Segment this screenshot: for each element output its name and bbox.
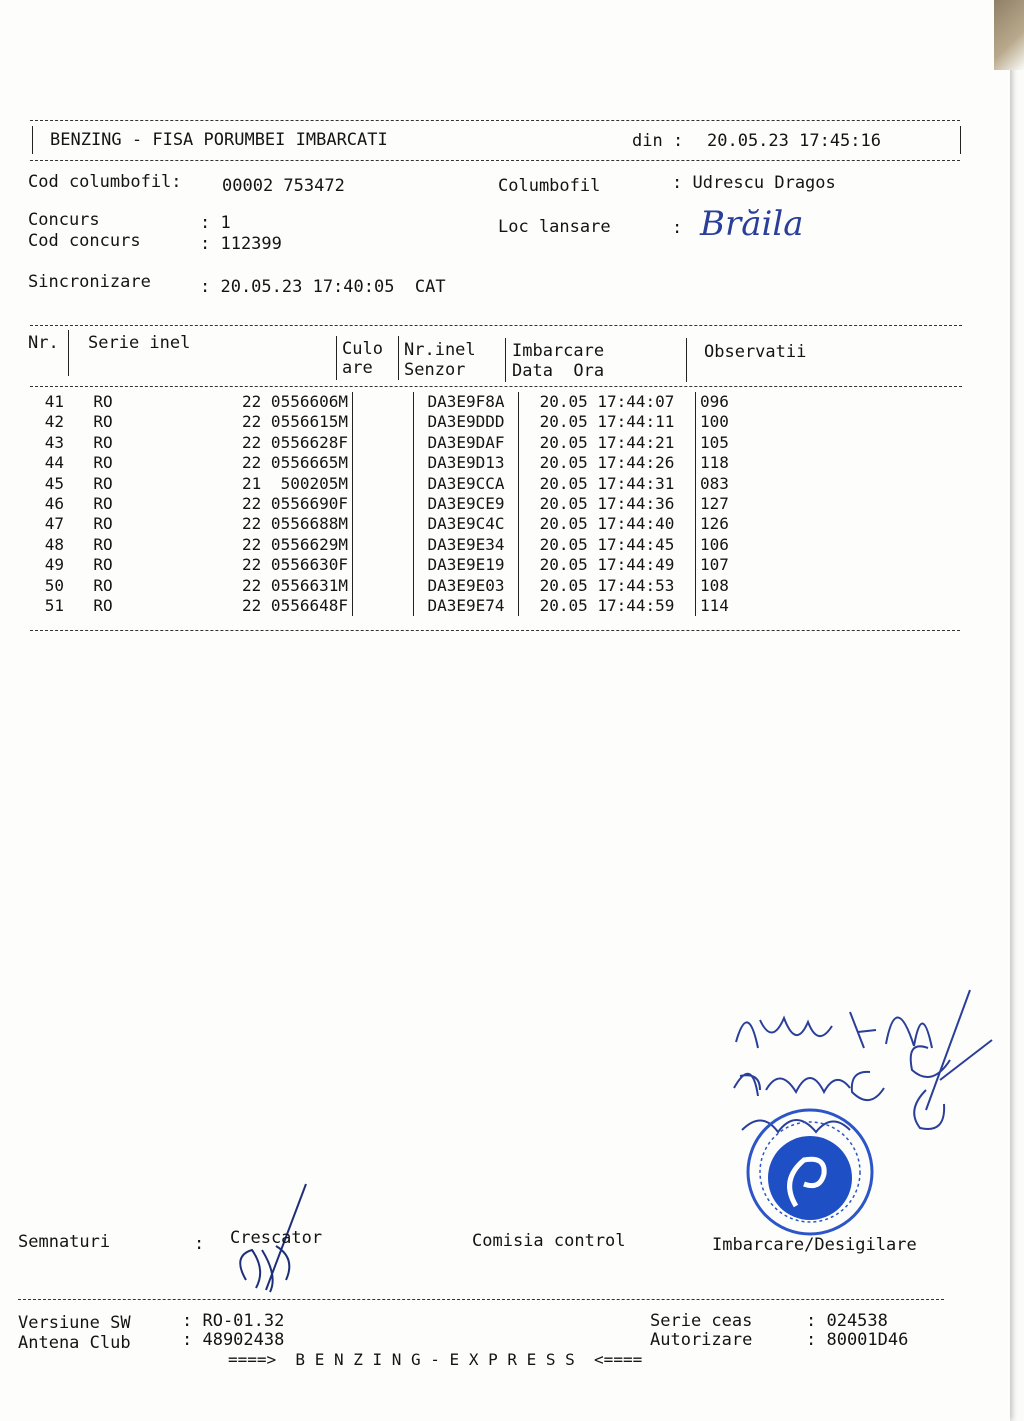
row-embark-datetime: 20.05 17:44:40 [519,514,696,534]
row-ring-serial: 22 0556648F [138,596,353,616]
col-divider-culoare [398,336,399,380]
row-color [353,596,414,616]
row-color [353,412,414,432]
loc-lansare-label: Loc lansare [498,217,611,237]
row-observations: 083 [700,473,729,493]
table-row [28,433,729,453]
table-row [28,474,729,494]
header-top-rule [30,120,960,121]
row-observations: 096 [700,392,729,411]
row-sensor-id: DA3E9C4C [414,514,519,534]
loc-lansare-sep: : [672,218,683,238]
row-color [353,514,414,534]
sincronizare-label: Sincronizare [28,272,151,292]
row-observations: 126 [700,514,729,534]
table-header-rule [30,386,962,387]
columbofil-value: : Udrescu Dragos [672,173,836,193]
row-country: RO [93,432,113,452]
row-embark-datetime: 20.05 17:44:59 [519,596,696,616]
table-bottom-rule [30,630,960,631]
antena-club-label: Antena Club [18,1333,131,1353]
row-ring-serial: 22 0556631M [138,576,353,596]
footer-top-rule [18,1299,944,1300]
col-header-nrinel-2: Senzor [404,360,466,380]
row-country: RO [93,473,113,493]
row-country: RO [93,575,113,595]
row-ring-serial: 22 0556690F [138,494,353,514]
row-country: RO [93,392,113,411]
table-row [28,596,729,616]
row-ring-serial: 22 0556630F [138,555,353,575]
row-ring-serial: 22 0556665M [138,453,353,473]
row-observations: 106 [700,534,729,554]
cod-concurs-value: : 112399 [200,234,282,254]
table-row [28,535,729,555]
header-bottom-rule [30,160,960,161]
versiune-sw-value: : RO-01.32 [182,1311,285,1331]
row-sensor-id: DA3E9D13 [414,453,519,473]
table-row [28,576,729,596]
row-ring-serial: 21 500205M [138,474,353,494]
row-embark-datetime: 20.05 17:44:53 [519,576,696,596]
row-ring-serial: 22 0556628F [138,433,353,453]
document-title: BENZING - FISA PORUMBEI IMBARCATI [50,130,388,150]
cod-concurs-label: Cod concurs [28,231,141,251]
row-embark-datetime: 20.05 17:44:49 [519,555,696,575]
col-divider-senzor [505,338,506,382]
col-divider-nr [68,330,69,376]
row-ring-serial: 22 0556629M [138,535,353,555]
row-sensor-id: DA3E9F8A [414,392,519,412]
row-sensor-id: DA3E9E03 [414,576,519,596]
row-nr: 44 [44,453,64,473]
table-row [28,392,729,412]
row-nr: 50 [44,575,64,595]
autorizare-label: Autorizare [650,1330,753,1350]
row-sensor-id: DA3E9DAF [414,433,519,453]
loc-lansare-handwritten: Brăila [700,204,804,244]
imbarcare-desigilare-label: Imbarcare/Desigilare [712,1235,917,1255]
row-color [353,555,414,575]
row-nr: 46 [44,494,64,514]
table-row [28,494,729,514]
row-ring-serial: 22 0556615M [138,412,353,432]
row-observations: 114 [700,596,729,616]
row-nr: 43 [44,432,64,452]
row-embark-datetime: 20.05 17:44:31 [519,474,696,494]
row-observations: 100 [700,412,729,432]
header-date-value: 20.05.23 17:45:16 [707,131,881,151]
col-divider-imbarcare [686,338,687,382]
versiune-sw-label: Versiune SW [18,1313,131,1333]
row-country: RO [93,596,113,616]
header-date-label: din : [632,131,684,151]
row-country: RO [93,494,113,514]
col-header-culoare-2: are [342,358,373,378]
table-top-rule [30,325,962,326]
row-sensor-id: DA3E9E19 [414,555,519,575]
cod-columbofil-value: 00002 753472 [222,176,345,196]
concurs-value: : 1 [200,213,231,233]
col-header-serie: Serie inel [88,333,191,353]
crescator-label: Crescator [230,1228,323,1248]
col-header-observatii: Observatii [704,342,807,362]
semnaturi-sep: : [194,1234,205,1254]
row-ring-serial: 22 0556606M [138,392,353,412]
sincronizare-value: : 20.05.23 17:40:05 CAT [200,277,446,297]
row-embark-datetime: 20.05 17:44:45 [519,535,696,555]
stamp-center [768,1136,852,1220]
row-observations: 127 [700,494,729,514]
row-sensor-id: DA3E9E34 [414,535,519,555]
header-left-border [32,126,33,154]
col-header-imbarcare-1: Imbarcare [512,341,605,361]
comisia-control-label: Comisia control [472,1231,626,1251]
row-nr: 41 [44,392,64,411]
row-nr: 51 [44,596,64,616]
row-embark-datetime: 20.05 17:44:11 [519,412,696,432]
row-embark-datetime: 20.05 17:44:07 [519,392,696,412]
row-embark-datetime: 20.05 17:44:36 [519,494,696,514]
row-nr: 49 [44,555,64,575]
row-sensor-id: DA3E9CE9 [414,494,519,514]
row-sensor-id: DA3E9CCA [414,474,519,494]
row-nr: 48 [44,534,64,554]
serie-ceas-value: : 024538 [806,1311,888,1331]
table-row [28,514,729,534]
table-row [28,453,729,473]
row-color [353,576,414,596]
row-observations: 105 [700,432,729,452]
row-color [353,494,414,514]
row-embark-datetime: 20.05 17:44:21 [519,433,696,453]
row-nr: 45 [44,473,64,493]
table-row [28,555,729,575]
col-divider-serie [336,336,337,380]
autorizare-value: : 80001D46 [806,1330,909,1350]
semnaturi-label: Semnaturi [18,1232,111,1252]
page-corner-shadow [994,0,1024,70]
row-country: RO [93,453,113,473]
row-nr: 42 [44,412,64,432]
row-country: RO [93,514,113,534]
row-observations: 118 [700,453,729,473]
row-country: RO [93,412,113,432]
row-sensor-id: DA3E9E74 [414,596,519,616]
row-color [353,474,414,494]
benzing-express-brand: ====> B E N Z I N G - E X P R E S S <==== [228,1350,643,1369]
serie-ceas-label: Serie ceas [650,1311,753,1331]
table-row [28,412,729,432]
row-nr: 47 [44,514,64,534]
row-embark-datetime: 20.05 17:44:26 [519,453,696,473]
concurs-label: Concurs [28,210,100,230]
row-color [353,535,414,555]
handwritten-signatures [700,960,1010,1260]
col-header-nr: Nr. [28,333,59,353]
row-observations: 108 [700,575,729,595]
col-header-nrinel-1: Nr.inel [404,340,476,360]
row-observations: 107 [700,555,729,575]
row-color [353,453,414,473]
row-ring-serial: 22 0556688M [138,514,353,534]
antena-club-value: : 48902438 [182,1330,285,1350]
col-header-culoare-1: Culo [342,339,383,359]
row-color [353,392,414,412]
col-header-imbarcare-2: Data Ora [512,361,605,381]
row-sensor-id: DA3E9DDD [414,412,519,432]
cod-columbofil-label: Cod columbofil: [28,172,182,192]
columbofil-label: Columbofil [498,176,601,196]
row-color [353,433,414,453]
row-country: RO [93,534,113,554]
header-right-border [960,126,961,154]
row-country: RO [93,555,113,575]
embarked-pigeons-table [28,392,729,616]
